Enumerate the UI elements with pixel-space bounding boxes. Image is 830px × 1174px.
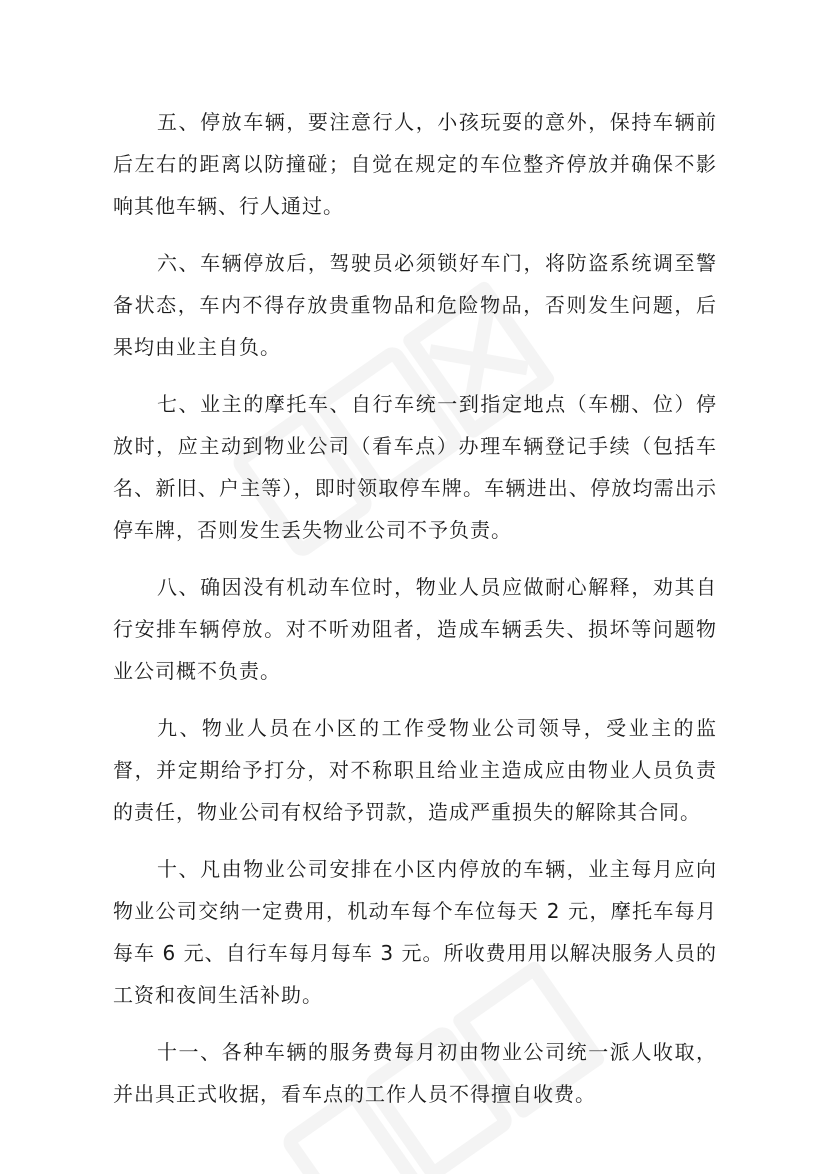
paragraph-7: 七、业主的摩托车、自行车统一到指定地点（车棚、位）停放时，应主动到物业公司（看车点）办理车辆登记手续（包括车名、新旧、户主等），即时领取停车牌。车辆进出、停放均需出示停车牌，否则发生丢失物业公司不予负责。 [113, 392, 717, 542]
paragraph-8: 八、确因没有机动车位时，物业人员应做耐心解释，劝其自行安排车辆停放。对不听劝阻者，造成车辆丢失、损坏等问题物业公司概不负责。 [113, 575, 717, 683]
paragraph-11: 十一、各种车辆的服务费每月初由物业公司统一派人收取，并出具正式收据，看车点的工作人员不得擅自收费。 [113, 1040, 717, 1106]
paragraph-9: 九、物业人员在小区的工作受物业公司领导，受业主的监督，并定期给予打分，对不称职且给业主造成应由物业人员负责的责任，物业公司有权给予罚款，造成严重损失的解除其合同。 [113, 716, 717, 824]
paragraph-6: 六、车辆停放后，驾驶员必须锁好车门，将防盗系统调至警备状态，车内不得存放贵重物品和危险物品，否则发生问题，后果均由业主自负。 [113, 251, 717, 359]
paragraph-10: 十、凡由物业公司安排在小区内停放的车辆，业主每月应向物业公司交纳一定费用，机动车每个车位每天 2 元，摩托车每月每车 6 元、自行车每月每车 3 元。所收费用用以解决服务人员的工资和夜间生活补助。 [113, 857, 717, 1007]
paragraph-5: 五、停放车辆，要注意行人，小孩玩耍的意外，保持车辆前后左右的距离以防撞碰；自觉在规定的车位整齐停放并确保不影响其他车辆、行人通过。 [113, 110, 717, 218]
document-body [113, 101, 717, 1130]
